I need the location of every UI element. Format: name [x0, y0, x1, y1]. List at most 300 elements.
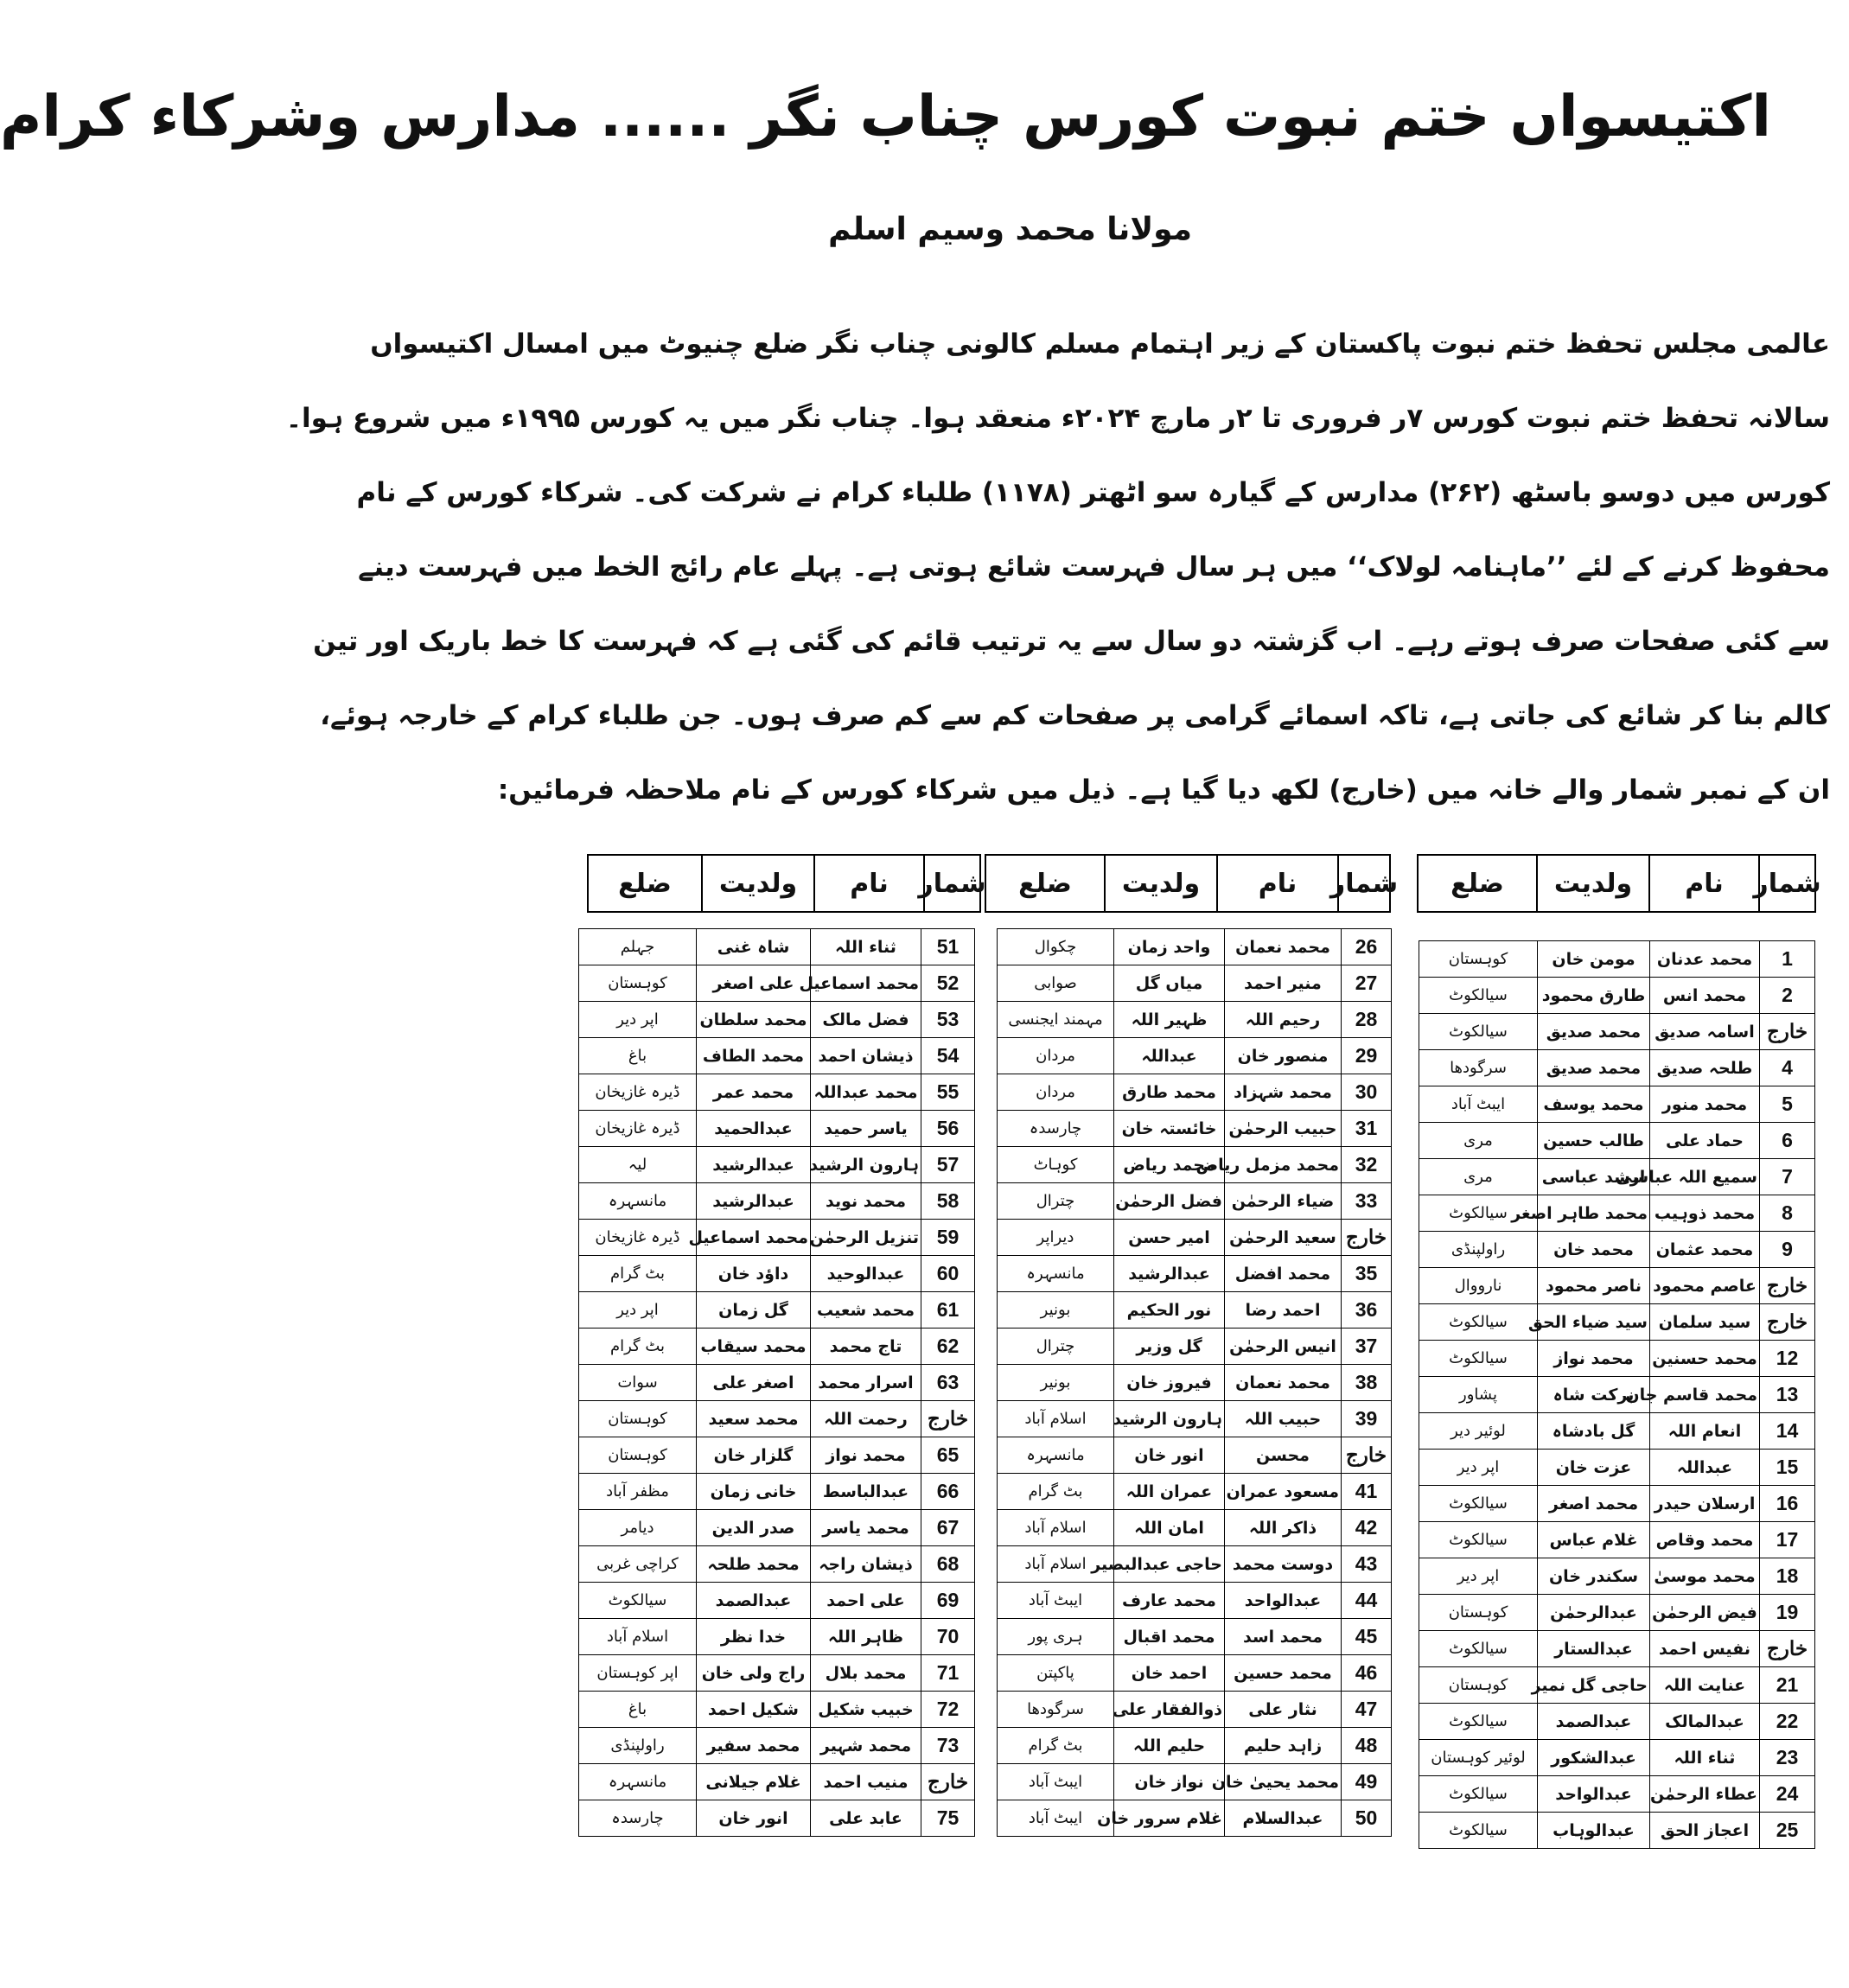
- serial-cell: 69: [921, 1583, 975, 1619]
- serial-cell: 13: [1760, 1377, 1815, 1413]
- district-cell: سیالکوٹ: [1419, 1341, 1538, 1377]
- serial-cell: 51: [921, 929, 975, 965]
- father-cell: عبدالصمد: [1538, 1704, 1650, 1740]
- serial-cell: 66: [921, 1474, 975, 1510]
- name-cell: محمد حسین: [1225, 1655, 1342, 1692]
- table-row: [1419, 1522, 1815, 1558]
- father-cell: نور الحکیم: [1114, 1292, 1225, 1329]
- father-cell: حلیم اللہ: [1114, 1728, 1225, 1764]
- table-row: [998, 1183, 1392, 1220]
- father-cell: محمد یوسف: [1538, 1086, 1650, 1123]
- district-cell: لیہ: [579, 1147, 697, 1183]
- table-row: [579, 1183, 975, 1220]
- serial-cell: 48: [1342, 1728, 1392, 1764]
- serial-cell: خارج: [921, 1401, 975, 1437]
- father-cell: خائستہ خان: [1114, 1111, 1225, 1147]
- serial-cell: 15: [1760, 1450, 1815, 1486]
- father-cell: اصغر علی: [697, 1365, 811, 1401]
- district-cell: ڈیرہ غازیخان: [579, 1111, 697, 1147]
- name-cell: محمد حسنین: [1650, 1341, 1760, 1377]
- table-row: [1419, 1304, 1815, 1341]
- name-cell: محمد یاسر: [811, 1510, 921, 1546]
- table-row: [998, 1510, 1392, 1546]
- father-cell: فضل الرحمٰن: [1114, 1183, 1225, 1220]
- serial-cell: 8: [1760, 1195, 1815, 1232]
- name-cell: محمد یحییٰ خان: [1225, 1764, 1342, 1800]
- serial-cell: 56: [921, 1111, 975, 1147]
- district-cell: باغ: [579, 1692, 697, 1728]
- table-row: [1419, 1014, 1815, 1050]
- father-cell: فیروز خان: [1114, 1365, 1225, 1401]
- father-cell: عبدالوہاب: [1538, 1813, 1650, 1849]
- name-cell: فضل مالک: [811, 1002, 921, 1038]
- serial-cell: خارج: [1760, 1304, 1815, 1341]
- father-cell: ظہیر اللہ: [1114, 1002, 1225, 1038]
- district-cell: اسلام آباد: [998, 1401, 1114, 1437]
- serial-cell: 4: [1760, 1050, 1815, 1086]
- paragraph-line: عالمی مجلس تحفظ ختم نبوت پاکستان کے زیر اہتمام مسلم کالونی چناب نگر ضلع چنیوٹ میں امسال اکتیسواں: [370, 328, 1830, 360]
- father-cell: عبدالرشید: [697, 1147, 811, 1183]
- name-cell: محمد وقاص: [1650, 1522, 1760, 1558]
- name-cell: رحمت اللہ: [811, 1401, 921, 1437]
- name-cell: محمد عبداللہ: [811, 1074, 921, 1111]
- name-cell: محمد شہزاد: [1225, 1074, 1342, 1111]
- table-row: [579, 1220, 975, 1256]
- name-cell: نثار علی: [1225, 1692, 1342, 1728]
- name-cell: محمد منور: [1650, 1086, 1760, 1123]
- district-cell: سیالکوٹ: [1419, 1704, 1538, 1740]
- serial-cell: 49: [1342, 1764, 1392, 1800]
- table-row: [1419, 941, 1815, 978]
- district-cell: لوئیر دیر: [1419, 1413, 1538, 1450]
- header-district: ضلع: [1451, 868, 1504, 899]
- district-cell: مانسہرہ: [998, 1437, 1114, 1474]
- serial-cell: 22: [1760, 1704, 1815, 1740]
- table-row: [998, 1800, 1392, 1837]
- name-cell: محمد مزمل ریاض: [1225, 1147, 1342, 1183]
- serial-cell: 24: [1760, 1776, 1815, 1813]
- name-cell: خبیب شکیل: [811, 1692, 921, 1728]
- father-cell: شکیل احمد: [697, 1692, 811, 1728]
- serial-cell: 54: [921, 1038, 975, 1074]
- header-name: نام: [1648, 856, 1758, 911]
- district-cell: مانسہرہ: [579, 1764, 697, 1800]
- table-row: [579, 1437, 975, 1474]
- father-cell: طارق محمود: [1538, 978, 1650, 1014]
- father-cell: طالب حسین: [1538, 1123, 1650, 1159]
- father-cell: محمد سعید: [697, 1401, 811, 1437]
- table-row: [998, 1147, 1392, 1183]
- table-row: [1419, 1377, 1815, 1413]
- table-row: [1419, 1086, 1815, 1123]
- name-cell: محمد عدنان: [1650, 941, 1760, 978]
- father-cell: محمد اصغر: [1538, 1486, 1650, 1522]
- district-cell: بٹ گرام: [998, 1474, 1114, 1510]
- name-cell: عابد علی: [811, 1800, 921, 1837]
- header-col2: [985, 854, 1399, 913]
- table-row: [579, 1147, 975, 1183]
- father-cell: محمد نواز: [1538, 1341, 1650, 1377]
- serial-cell: 16: [1760, 1486, 1815, 1522]
- father-cell: محمد صدیق: [1538, 1014, 1650, 1050]
- serial-cell: 7: [1760, 1159, 1815, 1195]
- paragraph-line: کالم بنا کر شائع کی جاتی ہے، تاکہ اسمائے گرامی پر صفحات کم سے کم صرف ہوں۔ جن طلباء کرام کے خارجہ ہوئے،: [320, 700, 1830, 731]
- serial-cell: 23: [1760, 1740, 1815, 1776]
- serial-cell: 55: [921, 1074, 975, 1111]
- serial-cell: 42: [1342, 1510, 1392, 1546]
- table-row: [579, 965, 975, 1002]
- name-cell: تنزیل الرحمٰن: [811, 1220, 921, 1256]
- father-cell: عمران اللہ: [1114, 1474, 1225, 1510]
- district-cell: ایبٹ آباد: [998, 1583, 1114, 1619]
- table-row: [1419, 1050, 1815, 1086]
- header-serial: شمار: [1758, 856, 1814, 911]
- father-cell: گل زمان: [697, 1292, 811, 1329]
- serial-cell: 71: [921, 1655, 975, 1692]
- table-row: [998, 1583, 1392, 1619]
- table-row: [998, 1692, 1392, 1728]
- district-cell: کوہستان: [579, 1437, 697, 1474]
- serial-cell: خارج: [1760, 1268, 1815, 1304]
- paragraph-line: کورس میں دوسو باسٹھ (۲۶۲) مدارس کے گیارہ سو اٹھتر (۱۱۷۸) طلباء کرام نے شرکت کی۔ شرکاء کورس کے نام: [356, 477, 1830, 508]
- district-cell: اپر دیر: [579, 1292, 697, 1329]
- name-cell: محمد ذوہیب: [1650, 1195, 1760, 1232]
- serial-cell: 44: [1342, 1583, 1392, 1619]
- district-cell: مانسہرہ: [998, 1256, 1114, 1292]
- table-row: [998, 1474, 1392, 1510]
- participants-table-3: [578, 928, 975, 1837]
- serial-cell: 73: [921, 1728, 975, 1764]
- name-cell: مسعود عمران: [1225, 1474, 1342, 1510]
- district-cell: چترال: [998, 1183, 1114, 1220]
- serial-cell: 59: [921, 1220, 975, 1256]
- father-cell: محمد اسماعیل: [697, 1220, 811, 1256]
- district-cell: مظفر آباد: [579, 1474, 697, 1510]
- serial-cell: 29: [1342, 1038, 1392, 1074]
- district-cell: سیالکوٹ: [1419, 1631, 1538, 1667]
- table-row: [1419, 1195, 1815, 1232]
- header-serial: شمار: [1337, 856, 1389, 911]
- district-cell: ایبٹ آباد: [1419, 1086, 1538, 1123]
- table-row: [579, 1038, 975, 1074]
- father-cell: محمد سیقاب: [697, 1329, 811, 1365]
- serial-cell: 5: [1760, 1086, 1815, 1123]
- district-cell: ڈیرہ غازیخان: [579, 1074, 697, 1111]
- name-cell: حماد علی: [1650, 1123, 1760, 1159]
- district-cell: اسلام آباد: [998, 1510, 1114, 1546]
- district-cell: ڈیرہ غازیخان: [579, 1220, 697, 1256]
- district-cell: سیالکوٹ: [1419, 1486, 1538, 1522]
- table-row: [579, 1474, 975, 1510]
- district-cell: راولپنڈی: [579, 1728, 697, 1764]
- district-cell: کوہاٹ: [998, 1147, 1114, 1183]
- name-cell: محمد قاسم جان: [1650, 1377, 1760, 1413]
- header-name: نام: [1216, 856, 1337, 911]
- father-cell: گل وزیر: [1114, 1329, 1225, 1365]
- serial-cell: 14: [1760, 1413, 1815, 1450]
- name-cell: محمد شعیب: [811, 1292, 921, 1329]
- district-cell: مردان: [998, 1038, 1114, 1074]
- table-row: [1419, 1341, 1815, 1377]
- father-cell: ہارون الرشید: [1114, 1401, 1225, 1437]
- district-cell: پشاور: [1419, 1377, 1538, 1413]
- serial-cell: 63: [921, 1365, 975, 1401]
- table-row: [998, 1329, 1392, 1365]
- serial-cell: 46: [1342, 1655, 1392, 1692]
- table-row: [998, 1292, 1392, 1329]
- father-cell: عبدالصمد: [697, 1583, 811, 1619]
- table-row: [1419, 1413, 1815, 1450]
- name-cell: حبیب اللہ: [1225, 1401, 1342, 1437]
- table-row: [579, 1655, 975, 1692]
- name-cell: علی احمد: [811, 1583, 921, 1619]
- table-row: [1419, 1667, 1815, 1704]
- father-cell: عبدالستار: [1538, 1631, 1650, 1667]
- table-row: [579, 1292, 975, 1329]
- name-cell: عبداللہ: [1650, 1450, 1760, 1486]
- serial-cell: 19: [1760, 1595, 1815, 1631]
- table-row: [1419, 1595, 1815, 1631]
- father-cell: حاجی گل نمیر: [1538, 1667, 1650, 1704]
- district-cell: ایبٹ آباد: [998, 1800, 1114, 1837]
- page-title: اکتیسواں ختم نبوت کورس چناب نگر ...... مدارس وشرکاء کرام: [0, 83, 1771, 150]
- district-cell: سیالکوٹ: [1419, 1304, 1538, 1341]
- district-cell: چارسدہ: [998, 1111, 1114, 1147]
- participants-table-1: [1419, 940, 1815, 1849]
- serial-cell: 38: [1342, 1365, 1392, 1401]
- name-cell: عبدالباسط: [811, 1474, 921, 1510]
- serial-cell: 75: [921, 1800, 975, 1837]
- table-row: [998, 1728, 1392, 1764]
- serial-cell: 9: [1760, 1232, 1815, 1268]
- district-cell: باغ: [579, 1038, 697, 1074]
- serial-cell: 53: [921, 1002, 975, 1038]
- father-cell: محمد الطاف: [697, 1038, 811, 1074]
- name-cell: محمد نعمان: [1225, 929, 1342, 965]
- district-cell: سیالکوٹ: [1419, 1522, 1538, 1558]
- table-row: [998, 1220, 1392, 1256]
- header-district: ضلع: [1018, 868, 1072, 899]
- father-cell: حاجی عبدالبصیر: [1114, 1546, 1225, 1583]
- district-cell: بونیر: [998, 1365, 1114, 1401]
- table-row: [1419, 1268, 1815, 1304]
- father-cell: عبدالحمید: [697, 1111, 811, 1147]
- header-col3: [587, 854, 986, 913]
- father-cell: محمد طلحہ: [697, 1546, 811, 1583]
- father-cell: عبدالشکور: [1538, 1740, 1650, 1776]
- serial-cell: 25: [1760, 1813, 1815, 1849]
- table-row: [998, 1401, 1392, 1437]
- table-row: [579, 1002, 975, 1038]
- serial-cell: 50: [1342, 1800, 1392, 1837]
- father-cell: عبداللہ: [1114, 1038, 1225, 1074]
- name-cell: دوست محمد: [1225, 1546, 1342, 1583]
- name-cell: ظاہر اللہ: [811, 1619, 921, 1655]
- father-cell: گل بادشاہ: [1538, 1413, 1650, 1450]
- father-cell: انور خان: [1114, 1437, 1225, 1474]
- serial-cell: 18: [1760, 1558, 1815, 1595]
- serial-cell: 62: [921, 1329, 975, 1365]
- district-cell: سیالکوٹ: [1419, 1195, 1538, 1232]
- table-row: [1419, 1631, 1815, 1667]
- father-cell: محمد سفیر: [697, 1728, 811, 1764]
- table-row: [998, 1365, 1392, 1401]
- name-cell: ہارون الرشید: [811, 1147, 921, 1183]
- district-cell: راولپنڈی: [1419, 1232, 1538, 1268]
- header-col1: [1417, 854, 1821, 913]
- name-cell: محمد عثمان: [1650, 1232, 1760, 1268]
- district-cell: مردان: [998, 1074, 1114, 1111]
- father-cell: داؤد خان: [697, 1256, 811, 1292]
- name-cell: سعید الرحمٰن: [1225, 1220, 1342, 1256]
- district-cell: پاکپتن: [998, 1655, 1114, 1692]
- table-row: [1419, 1704, 1815, 1740]
- table-row: [579, 929, 975, 965]
- district-cell: دیراپر: [998, 1220, 1114, 1256]
- table-row: [579, 1111, 975, 1147]
- serial-cell: 39: [1342, 1401, 1392, 1437]
- table-row: [579, 1692, 975, 1728]
- table-row: [998, 1546, 1392, 1583]
- name-cell: محسن: [1225, 1437, 1342, 1474]
- table-row: [1419, 1486, 1815, 1522]
- district-cell: سیالکوٹ: [1419, 1776, 1538, 1813]
- table-row: [998, 1002, 1392, 1038]
- serial-cell: 33: [1342, 1183, 1392, 1220]
- name-cell: اسامہ صدیق: [1650, 1014, 1760, 1050]
- paragraph-line: سے کئی صفحات صرف ہوتے رہے۔ اب گزشتہ دو سال سے یہ ترتیب قائم کی گئی ہے کہ فہرست کا خط باریک اور تین: [313, 626, 1830, 657]
- serial-cell: 70: [921, 1619, 975, 1655]
- name-cell: محمد بلال: [811, 1655, 921, 1692]
- father-cell: عبدالرشید: [1114, 1256, 1225, 1292]
- table-row: [998, 1764, 1392, 1800]
- name-cell: ثناء اللہ: [1650, 1740, 1760, 1776]
- father-cell: غلام سرور خان: [1114, 1800, 1225, 1837]
- name-cell: عطاء الرحمٰن: [1650, 1776, 1760, 1813]
- father-cell: سید ضیاء الحق: [1538, 1304, 1650, 1341]
- serial-cell: 57: [921, 1147, 975, 1183]
- serial-cell: 43: [1342, 1546, 1392, 1583]
- father-cell: شاہ غنی: [697, 929, 811, 965]
- serial-cell: خارج: [1342, 1220, 1392, 1256]
- name-cell: عبدالسلام: [1225, 1800, 1342, 1837]
- name-cell: عبدالوحید: [811, 1256, 921, 1292]
- name-cell: محمد افضل: [1225, 1256, 1342, 1292]
- name-cell: عنایت اللہ: [1650, 1667, 1760, 1704]
- serial-cell: 2: [1760, 978, 1815, 1014]
- header-serial: شمار: [923, 856, 979, 911]
- name-cell: انعام اللہ: [1650, 1413, 1760, 1450]
- table-row: [998, 1038, 1392, 1074]
- table-row: [998, 1074, 1392, 1111]
- name-cell: محمد اسد: [1225, 1619, 1342, 1655]
- intro-paragraph: [285, 307, 1830, 827]
- district-cell: اپر دیر: [579, 1002, 697, 1038]
- district-cell: چترال: [998, 1329, 1114, 1365]
- serial-cell: 12: [1760, 1341, 1815, 1377]
- paragraph-line: ان کے نمبر شمار والے خانہ میں (خارج) لکھ دیا گیا ہے۔ ذیل میں شرکاء کورس کے نام ملاحظہ فرمائیں:: [497, 774, 1830, 806]
- serial-cell: 32: [1342, 1147, 1392, 1183]
- name-cell: محمد اسماعیل: [811, 965, 921, 1002]
- father-cell: محمد صدیق: [1538, 1050, 1650, 1086]
- name-cell: اعجاز الحق: [1650, 1813, 1760, 1849]
- father-cell: نواز خان: [1114, 1764, 1225, 1800]
- father-cell: ارشد عباسی: [1538, 1159, 1650, 1195]
- table-row: [579, 1583, 975, 1619]
- district-cell: صوابی: [998, 965, 1114, 1002]
- table-row: [998, 1256, 1392, 1292]
- father-cell: ناصر محمود: [1538, 1268, 1650, 1304]
- father-cell: محمد طارق: [1114, 1074, 1225, 1111]
- district-cell: مری: [1419, 1123, 1538, 1159]
- name-cell: ضیاء الرحمٰن: [1225, 1183, 1342, 1220]
- name-cell: سمیع اللہ عباسی: [1650, 1159, 1760, 1195]
- table-row: [1419, 1123, 1815, 1159]
- table-row: [998, 1655, 1392, 1692]
- district-cell: جہلم: [579, 929, 697, 965]
- name-cell: زاہد حلیم: [1225, 1728, 1342, 1764]
- name-cell: ذیشان احمد: [811, 1038, 921, 1074]
- table-row: [998, 1437, 1392, 1474]
- father-cell: غلام عباس: [1538, 1522, 1650, 1558]
- district-cell: چارسدہ: [579, 1800, 697, 1837]
- serial-cell: 36: [1342, 1292, 1392, 1329]
- district-cell: بٹ گرام: [579, 1329, 697, 1365]
- serial-cell: 37: [1342, 1329, 1392, 1365]
- name-cell: رحیم اللہ: [1225, 1002, 1342, 1038]
- table-row: [1419, 1558, 1815, 1595]
- name-cell: ثناء اللہ: [811, 929, 921, 965]
- name-cell: عبدالمالک: [1650, 1704, 1760, 1740]
- serial-cell: 61: [921, 1292, 975, 1329]
- district-cell: اسلام آباد: [579, 1619, 697, 1655]
- table-row: [1419, 1813, 1815, 1849]
- serial-cell: 68: [921, 1546, 975, 1583]
- serial-cell: 30: [1342, 1074, 1392, 1111]
- table-row: [579, 1546, 975, 1583]
- serial-cell: 41: [1342, 1474, 1392, 1510]
- district-cell: ہری پور: [998, 1619, 1114, 1655]
- name-cell: انیس الرحمٰن: [1225, 1329, 1342, 1365]
- header-father: ولدیت: [1104, 856, 1216, 911]
- paragraph-line: محفوظ کرنے کے لئے ’’ماہنامہ لولاک‘‘ میں ہر سال فہرست شائع ہوتی ہے۔ پہلے عام رائج الخط میں فہرست دینے: [358, 551, 1830, 583]
- name-cell: نفیس احمد: [1650, 1631, 1760, 1667]
- district-cell: سیالکوٹ: [579, 1583, 697, 1619]
- table-row: [998, 1111, 1392, 1147]
- district-cell: کوہستان: [1419, 1667, 1538, 1704]
- father-cell: امان اللہ: [1114, 1510, 1225, 1546]
- father-cell: غلام جیلانی: [697, 1764, 811, 1800]
- name-cell: محمد نواز: [811, 1437, 921, 1474]
- serial-cell: خارج: [1760, 1631, 1815, 1667]
- serial-cell: 47: [1342, 1692, 1392, 1728]
- name-cell: محمد نوید: [811, 1183, 921, 1220]
- header-father: ولدیت: [1536, 856, 1648, 911]
- father-cell: محمد طاہر اصغر: [1538, 1195, 1650, 1232]
- district-cell: چکوال: [998, 929, 1114, 965]
- table-row: [998, 965, 1392, 1002]
- serial-cell: 17: [1760, 1522, 1815, 1558]
- serial-cell: 67: [921, 1510, 975, 1546]
- name-cell: حبیب الرحمٰن: [1225, 1111, 1342, 1147]
- serial-cell: 6: [1760, 1123, 1815, 1159]
- name-cell: محمد نعمان: [1225, 1365, 1342, 1401]
- serial-cell: 27: [1342, 965, 1392, 1002]
- serial-cell: خارج: [1342, 1437, 1392, 1474]
- paragraph-line: سالانہ تحفظ ختم نبوت کورس ۷ر فروری تا ۲ر مارچ ۲۰۲۴ء منعقد ہوا۔ چناب نگر میں یہ کورس ۱۹۹۵ء میں شروع ہوا۔: [285, 403, 1830, 434]
- table-row: [579, 1619, 975, 1655]
- district-cell: سیالکوٹ: [1419, 978, 1538, 1014]
